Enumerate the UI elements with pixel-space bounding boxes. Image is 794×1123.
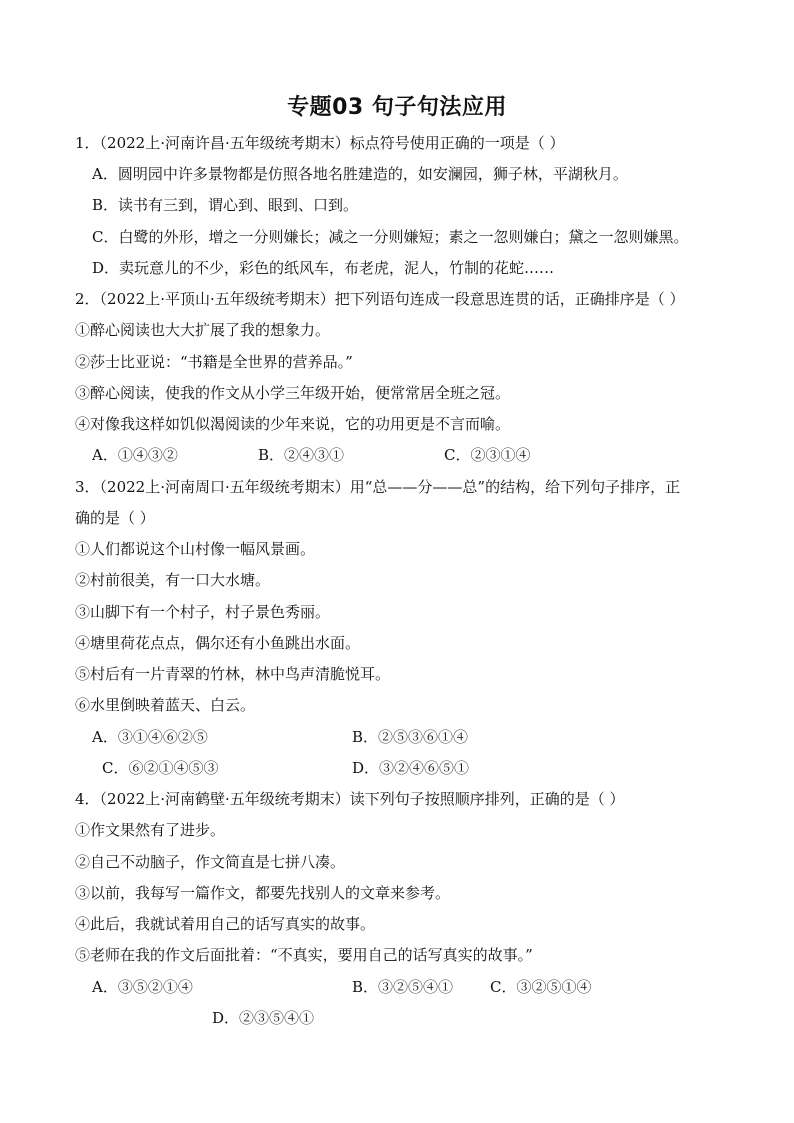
question-4-item-2: ②自己不动脑子，作文简直是七拼八凑。: [75, 853, 346, 871]
question-3-item-6: ⑥水里倒映着蓝天、白云。: [75, 696, 256, 714]
question-2-item-3: ③醉心阅读，使我的作文从小学三年级开始，便常常居全班之冠。: [75, 384, 511, 402]
question-3-item-1: ①人们都说这个山村像一幅风景画。: [75, 540, 316, 558]
question-3-stem-line-1: 3．（2022上·河南周口·五年级统考期末）用“总——分——总”的结构，给下列句子排序，正: [75, 478, 681, 496]
question-3-choice-c: C．⑥②①④⑤③: [102, 759, 219, 777]
question-2-choice-b: B．②④③①: [258, 446, 345, 464]
question-3-item-2: ②村前很美，有一口大水塘。: [75, 571, 271, 589]
question-1-option-a: A．圆明园中许多景物都是仿照各地名胜建造的，如安澜园，狮子林，平湖秋月。: [92, 165, 628, 183]
question-1-stem: 1．（2022上·河南许昌·五年级统考期末）标点符号使用正确的一项是（ ）: [75, 134, 565, 152]
question-2-item-2: ②莎士比亚说：“书籍是全世界的营养品。”: [75, 353, 353, 371]
page-title: 专题03 句子句法应用: [287, 95, 507, 120]
question-1-option-c: C．白鹭的外形，增之一分则嫌长；减之一分则嫌短；素之一忽则嫌白；黛之一忽则嫌黑。: [92, 228, 689, 246]
question-3-item-5: ⑤村后有一片青翠的竹林，林中鸟声清脆悦耳。: [75, 665, 391, 683]
question-4-item-3: ③以前，我每写一篇作文，都要先找别人的文章来参考。: [75, 884, 451, 902]
question-4-choice-b: B．③②⑤④①: [352, 978, 454, 996]
question-4-choice-d: D．②③⑤④①: [212, 1009, 315, 1027]
question-3-item-4: ④塘里荷花点点，偶尔还有小鱼跳出水面。: [75, 634, 361, 652]
question-3-item-3: ③山脚下有一个村子，村子景色秀丽。: [75, 603, 331, 621]
question-2-choice-a: A．①④③②: [92, 446, 178, 464]
question-4-item-5: ⑤老师在我的作文后面批着：“不真实，要用自己的话写真实的故事。”: [75, 946, 533, 964]
question-4-choice-a: A．③⑤②①④: [92, 978, 193, 996]
question-3-choice-d: D．③②④⑥⑤①: [352, 759, 470, 777]
question-2-choice-c: C．②③①④: [444, 446, 531, 464]
question-3-choice-a: A．③①④⑥②⑤: [92, 728, 208, 746]
question-3-stem-line-2: 确的是（ ）: [75, 509, 155, 527]
question-4-item-4: ④此后，我就试着用自己的话写真实的故事。: [75, 915, 376, 933]
question-1-option-b: B．读书有三到，谓心到、眼到、口到。: [92, 196, 359, 214]
question-4-choice-c: C．③②⑤①④: [490, 978, 592, 996]
question-4-item-1: ①作文果然有了进步。: [75, 821, 226, 839]
question-3-choice-b: B．②⑤③⑥①④: [352, 728, 469, 746]
question-2-stem: 2．（2022上·平顶山·五年级统考期末）把下列语句连成一段意思连贯的话，正确排序是（ ）: [75, 290, 685, 308]
question-2-item-4: ④对像我这样如饥似渴阅读的少年来说，它的功用更是不言而喻。: [75, 415, 511, 433]
question-1-option-d: D．卖玩意儿的不少，彩色的纸风车，布老虎，泥人，竹制的花蛇……: [92, 259, 555, 277]
question-2-item-1: ①醉心阅读也大大扩展了我的想象力。: [75, 321, 331, 339]
question-4-stem: 4．（2022上·河南鹤壁·五年级统考期末）读下列句子按照顺序排列，正确的是（ ）: [75, 790, 625, 808]
